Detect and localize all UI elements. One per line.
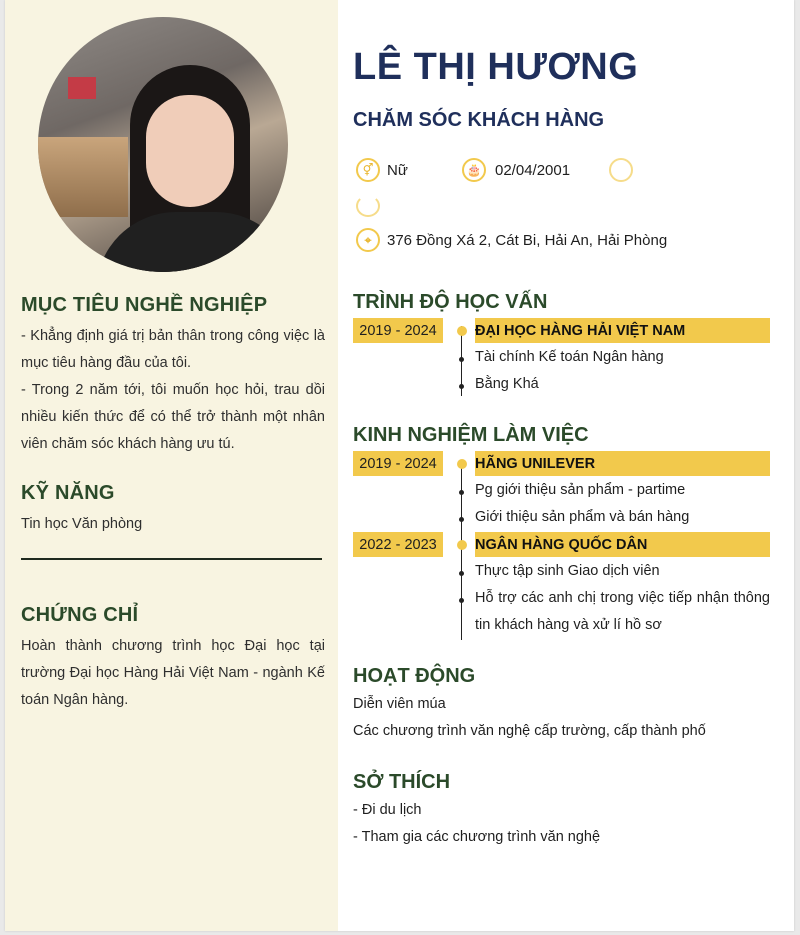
address-text: 376 Đồng Xá 2, Cát Bi, Hải An, Hải Phòng: [387, 232, 668, 249]
gender-icon: ⚥: [356, 158, 380, 182]
timeline-dot: [457, 459, 467, 469]
job-detail: Pg giới thiệu sản phẩm - partime: [475, 482, 686, 498]
objective-heading: MỤC TIÊU NGHỀ NGHIỆP: [21, 294, 268, 316]
education-grade: Bằng Khá: [475, 376, 539, 392]
objective-text-2: - Trong 2 năm tới, tôi muốn học hỏi, trau dồi nhiều kiến thức để có thể trở thành một nhân viên chăm sóc khách hàng ưu tú.: [21, 382, 325, 452]
job-company: NGÂN HÀNG QUỐC DÂN: [475, 532, 770, 557]
phone-icon: [609, 158, 633, 182]
job-detail: Hỗ trợ các anh chị trong việc tiếp nhận thông tin khách hàng và xử lí hồ sơ: [475, 590, 770, 633]
person-name: LÊ THỊ HƯƠNG: [353, 46, 639, 88]
certificates-text: Hoàn thành chương trình học Đại học tại trường Đại học Hàng Hải Việt Nam - ngành Kế toán Ngân hàng.: [21, 638, 325, 708]
activity-item: Các chương trình văn nghệ cấp trường, cấp thành phố: [353, 723, 706, 739]
activities-heading: HOẠT ĐỘNG: [353, 665, 476, 687]
timeline-dot: [459, 517, 464, 522]
timeline-dot: [457, 540, 467, 550]
certificates-heading: CHỨNG CHỈ: [21, 604, 139, 626]
job-title: CHĂM SÓC KHÁCH HÀNG: [353, 109, 605, 131]
avatar: [38, 17, 288, 272]
experience-timeline: [461, 460, 462, 640]
job-detail: Thực tập sinh Giao dịch viên: [475, 563, 660, 579]
location-icon: ⌖: [356, 228, 380, 252]
divider: [21, 558, 322, 560]
gender-text: Nữ: [387, 162, 408, 179]
education-period: 2019 - 2024: [353, 318, 443, 343]
timeline-dot: [459, 490, 464, 495]
sidebar: [5, 0, 338, 931]
job-period: 2019 - 2024: [353, 451, 443, 476]
skills-text: Tin học Văn phòng: [21, 516, 143, 532]
timeline-dot: [459, 598, 464, 603]
job-company: HÃNG UNILEVER: [475, 451, 770, 476]
birthday-text: 02/04/2001: [495, 162, 571, 179]
job-detail: Giới thiệu sản phẩm và bán hàng: [475, 509, 690, 525]
skills-heading: KỸ NĂNG: [21, 482, 115, 504]
hobby-item: - Tham gia các chương trình văn nghệ: [353, 829, 601, 845]
avatar-background-shelf: [38, 137, 128, 217]
timeline-dot: [459, 571, 464, 576]
avatar-body: [96, 212, 288, 272]
education-school: ĐẠI HỌC HÀNG HẢI VIỆT NAM: [475, 318, 770, 343]
job-period: 2022 - 2023: [353, 532, 443, 557]
objective-text-1: - Khẳng định giá trị bản thân trong công việc là mục tiêu hàng đầu của tôi.: [21, 328, 325, 371]
timeline-dot: [457, 326, 467, 336]
timeline-dot: [459, 357, 464, 362]
cake-icon: 🎂: [462, 158, 486, 182]
hobby-item: - Đi du lịch: [353, 802, 422, 818]
avatar-face: [146, 95, 234, 207]
timeline-dot: [459, 384, 464, 389]
hobbies-heading: SỞ THÍCH: [353, 771, 451, 793]
experience-heading: KINH NGHIỆM LÀM VIỆC: [353, 424, 589, 446]
avatar-background-sign: [68, 77, 96, 99]
activity-item: Diễn viên múa: [353, 696, 446, 712]
education-heading: TRÌNH ĐỘ HỌC VẤN: [353, 291, 548, 313]
cv-page: [5, 0, 794, 931]
email-icon: [356, 195, 380, 217]
education-major: Tài chính Kế toán Ngân hàng: [475, 349, 664, 365]
